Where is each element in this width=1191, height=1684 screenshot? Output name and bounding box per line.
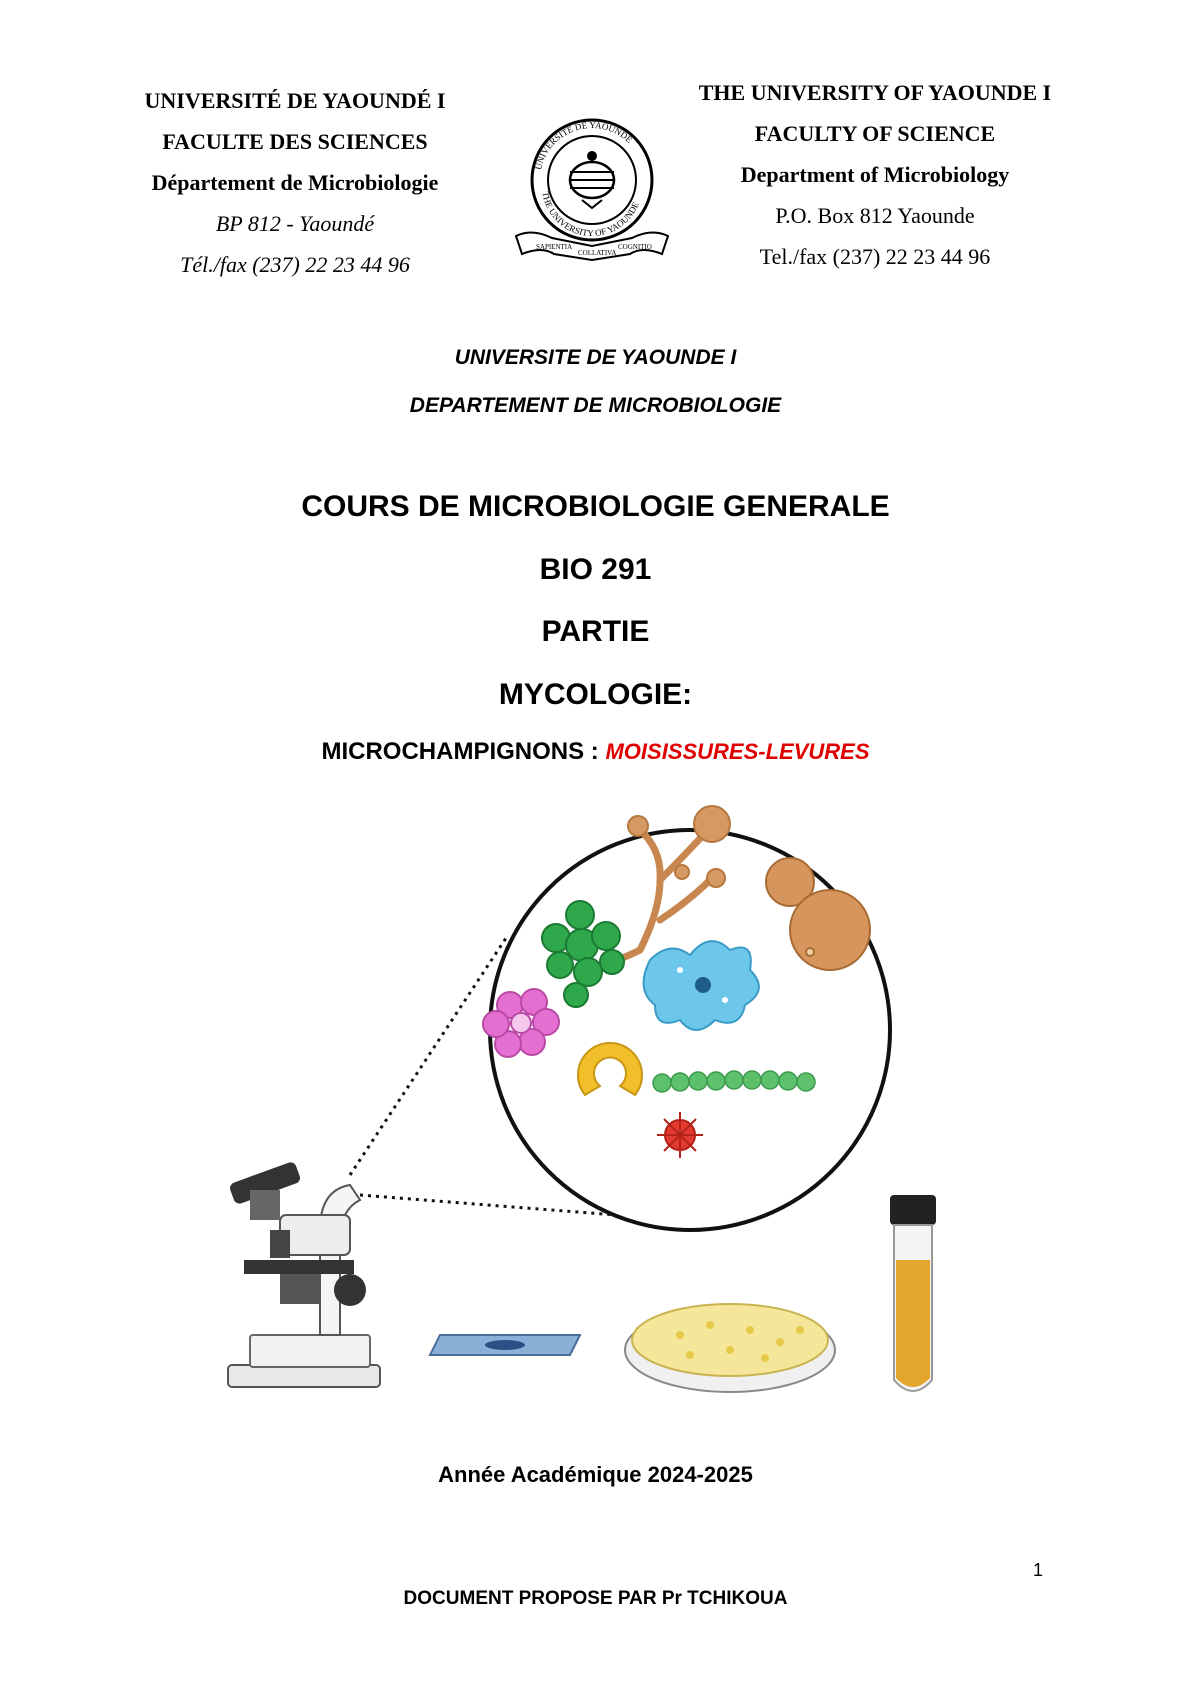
magnified-view (483, 806, 890, 1230)
department-name-fr: Département de Microbiologie (151, 170, 439, 195)
svg-text:COLLATIVA: COLLATIVA (578, 249, 617, 257)
microscope-slide-icon (430, 1335, 580, 1355)
university-name-fr: UNIVERSITÉ DE YAOUNDÉ I (144, 88, 446, 113)
course-subtopic (0, 738, 1191, 766)
address-en: P.O. Box 812 Yaounde (775, 203, 975, 228)
course-code: BIO 291 (539, 553, 652, 586)
microscope-icon (228, 1161, 380, 1387)
svg-text:THE UNIVERSITY OF YAOUNDE: THE UNIVERSITY OF YAOUNDE (540, 190, 641, 239)
academic-year: Année Académique 2024-2025 (438, 1462, 753, 1487)
streptococcus-chain-icon (653, 1071, 815, 1092)
faculty-name-en: FACULTY OF SCIENCE (754, 121, 996, 146)
course-part: PARTIE (541, 615, 650, 648)
microbiology-illustration (210, 790, 990, 1400)
header-left (80, 80, 510, 285)
faculty-name-fr: FACULTE DES SCIENCES (162, 129, 428, 154)
zoom-line-top (350, 935, 508, 1175)
subheader-university: UNIVERSITE DE YAOUNDE I (454, 346, 737, 369)
phone-fr: Tél./fax (237) 22 23 44 96 (180, 252, 410, 277)
subheader-department: DEPARTEMENT DE MICROBIOLOGIE (409, 394, 782, 417)
page-number: 1 (1033, 1560, 1044, 1580)
svg-text:COGNITIO: COGNITIO (618, 243, 652, 251)
document-footer: DOCUMENT PROPOSE PAR Pr TCHIKOUA (403, 1588, 788, 1609)
svg-text:SAPIENTIA: SAPIENTIA (536, 243, 573, 251)
petri-dish-icon (625, 1304, 835, 1392)
course-title: COURS DE MICROBIOLOGIE GENERALE (301, 490, 890, 523)
university-name-en: THE UNIVERSITY OF YAOUNDE I (698, 80, 1052, 105)
header-right (660, 72, 1090, 277)
course-topic: MYCOLOGIE: (498, 678, 693, 711)
svg-text:UNIVERSITÉ DE YAOUNDÉ: UNIVERSITÉ DE YAOUNDÉ (533, 119, 635, 171)
phone-en: Tel./fax (237) 22 23 44 96 (759, 244, 991, 269)
subtopic-label: MICROCHAMPIGNONS : (321, 738, 599, 765)
address-fr: BP 812 - Yaoundé (215, 211, 375, 236)
university-seal-logo (512, 108, 672, 268)
test-tube-icon (890, 1195, 936, 1391)
subtopic-value: MOISISSURES-LEVURES (605, 739, 870, 764)
department-name-en: Department of Microbiology (740, 162, 1010, 187)
